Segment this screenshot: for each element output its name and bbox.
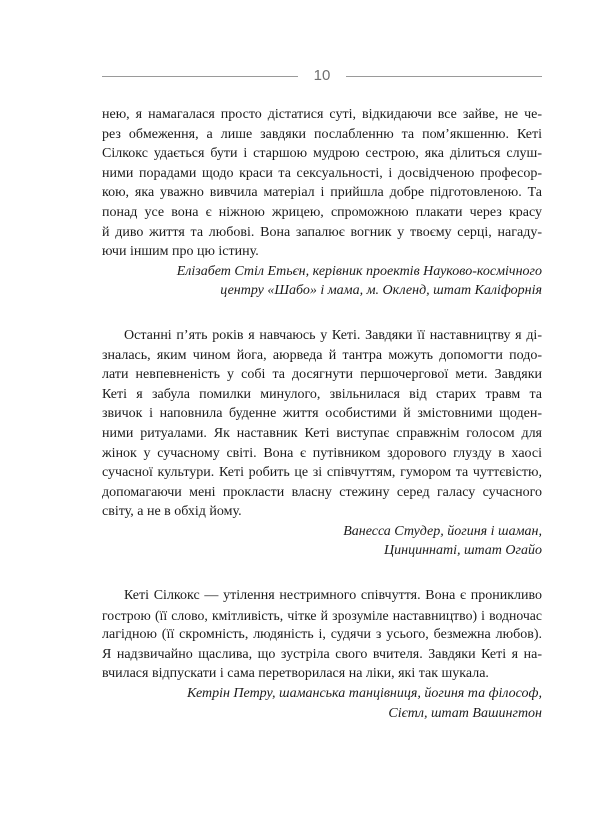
attribution-line: Кетрін Петру, шаманська танцівниця, йогиня та філософ, bbox=[187, 686, 542, 702]
text-line: гострою (її слово, кмітливість, чітке й зрозуміле наставництво) і водночас bbox=[102, 607, 542, 623]
page-header bbox=[102, 66, 542, 86]
text-line: нею, я намагалася просто дістатися суті, відкидаючи все зайве, не че- bbox=[102, 107, 542, 122]
attribution-line: Сієтл, штат Вашингтон bbox=[388, 705, 542, 721]
text-line: лагідною (її скромність, людяність і, судячи з усього, безмежна любов). bbox=[102, 627, 542, 643]
testimonial-attribution bbox=[102, 262, 542, 301]
text-line: ними порадами щодо краси та сексуальності, і досвідченою професор- bbox=[102, 165, 542, 181]
text-line: світу, а не в обхід йому. bbox=[102, 504, 242, 520]
testimonial-2 bbox=[102, 326, 542, 561]
testimonial-attribution bbox=[102, 684, 542, 723]
text-line: вчилася відпускати і сама перетворилася на ліки, які так шукала. bbox=[102, 666, 489, 682]
testimonial-attribution bbox=[102, 522, 542, 561]
testimonial-text bbox=[102, 586, 542, 684]
text-line: кою, яка уважно вивчила матеріал і прийшла добре підготовленою. Та bbox=[102, 185, 542, 201]
text-line: понад усе вона є ніжною жрицею, спроможною плакати через красу bbox=[102, 204, 542, 220]
text-line: сучасної культури. Кеті робить це зі співчуттям, гумором та чуттєвістю, bbox=[102, 465, 542, 481]
testimonial-text bbox=[102, 105, 542, 262]
text-line: лати невпевненість у собі та досягнути першочергової мети. Завдяки bbox=[102, 367, 542, 383]
text-line: Я надзвичайно щаслива, що зустріла свого вчителя. Завдяки Кеті я на- bbox=[102, 646, 542, 662]
text-line: допомагаючи мені прокласти власну стежину серед галасу сучасного bbox=[102, 484, 542, 500]
testimonial-3 bbox=[102, 586, 542, 723]
text-line: й диво життя та любові. Вона запалює вогник у твоєму серці, нагаду- bbox=[102, 224, 542, 240]
attribution-line: Цинциннаті, штат Огайо bbox=[384, 543, 542, 559]
text-line: Сілкокс удається бути і старшою мудрою сестрою, яка ділиться слуш- bbox=[102, 146, 542, 162]
text-line: жінок у сучасному світі. Вона є путівником здорового глузду в хаосі bbox=[102, 445, 542, 461]
text-line: ючи іншим про цю істину. bbox=[102, 244, 259, 260]
attribution-line: Ванесса Студер, йогиня і шаман, bbox=[343, 523, 542, 539]
text-line: зналась, яким чином йога, аюрведа й тантра можуть допомогти подо- bbox=[102, 347, 542, 363]
header-rule-left bbox=[102, 76, 298, 77]
page-body bbox=[102, 105, 542, 723]
text-line: Останні п’ять років я навчаюсь у Кеті. Завдяки її наставництву я ді- bbox=[124, 327, 542, 343]
text-line: Кеті я забула помилки минулого, звільнилася від старих травм та bbox=[102, 386, 542, 402]
text-line: ними ритуалами. Як наставник Кеті виступає справжнім голосом для bbox=[102, 425, 542, 441]
attribution-line: центру «Шабо» і мама, м. Окленд, штат Каліфорнія bbox=[220, 283, 542, 299]
testimonial-text bbox=[102, 326, 542, 522]
text-line: Кеті Сілкокс — утілення нестримного співчуття. Вона є проникливо bbox=[124, 588, 542, 604]
testimonial-1 bbox=[102, 105, 542, 301]
text-line: рез обмеження, а лише завдяки послабленню та пом’якшенню. Кеті bbox=[102, 126, 542, 142]
attribution-line: Елізабет Стіл Етьєн, керівник проектів Науково-космічного bbox=[176, 263, 542, 279]
text-line: звичок і наповнила буденне життя особистими й змістовними щоден- bbox=[102, 406, 542, 422]
header-rule-right bbox=[346, 76, 542, 77]
page-number: 10 bbox=[313, 67, 331, 84]
